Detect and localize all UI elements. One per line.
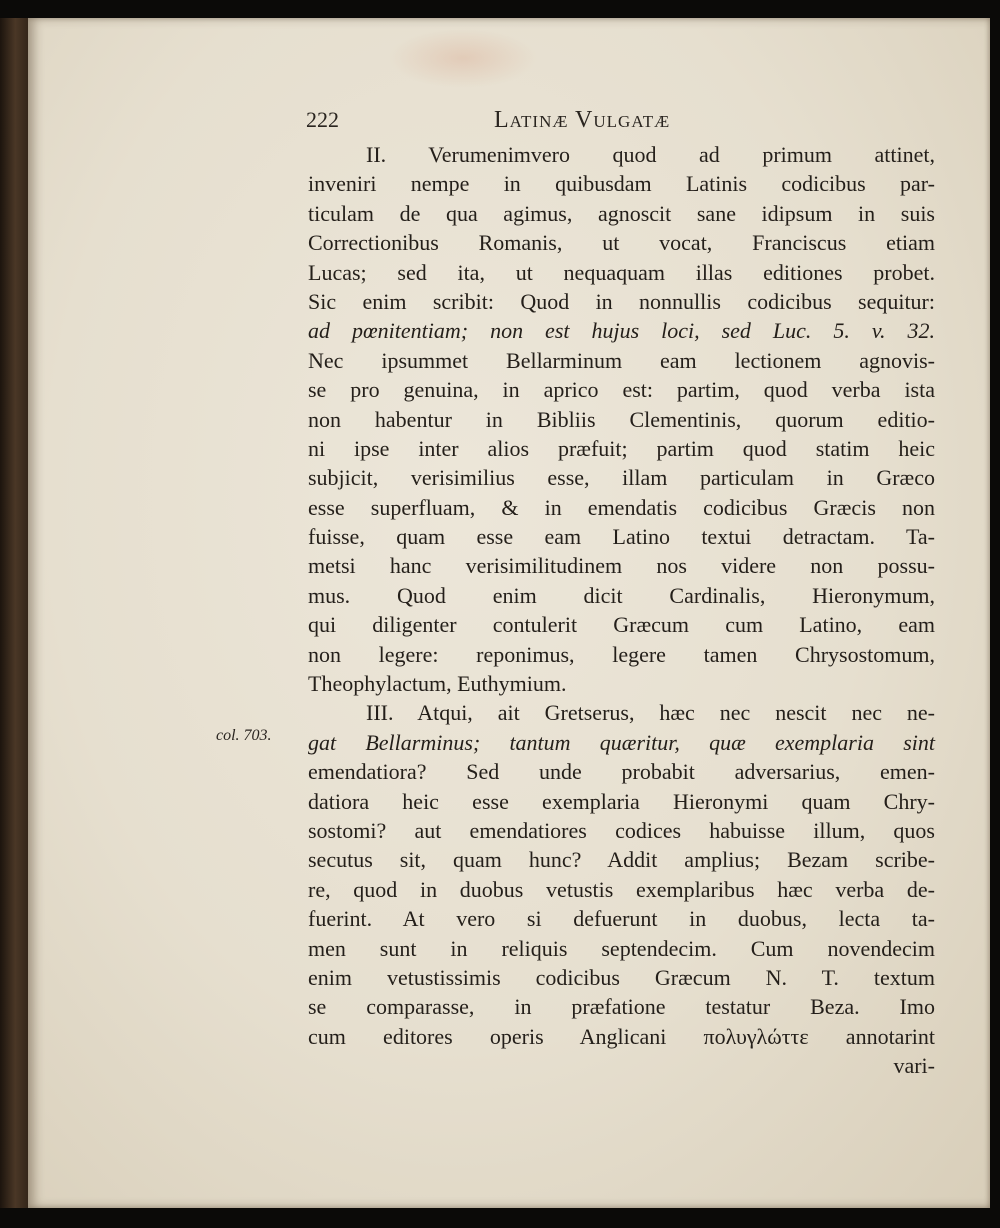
text-line: Sic enim scribit: Quod in nonnullis codicibus sequitur: (308, 288, 935, 314)
text-line: emendatiora? Sed unde probabit adversarius, emen- (308, 759, 935, 785)
body-text (308, 140, 935, 1081)
text-line: inveniri nempe in quibusdam Latinis codicibus par- (308, 171, 935, 197)
text-line: non habentur in Bibliis Clementinis, quorum editio- (308, 406, 935, 432)
text-line: esse superfluam, & in emendatis codicibus Græcis non (308, 494, 935, 520)
text-line: secutus sit, quam hunc? Addit amplius; Bezam scribe- (308, 847, 935, 873)
text-line: subjicit, verisimilius esse, illam particulam in Græco (308, 465, 935, 491)
running-title: Latinæ Vulgatæ (494, 107, 671, 133)
text-line: qui diligenter contulerit Græcum cum Latino, eam (308, 612, 935, 638)
text-line: ad pœnitentiam; non est hujus loci, sed Luc. 5. v. 32. (308, 318, 935, 344)
text-line: cum editores operis Anglicani πολυγλώττε annotarint (308, 1023, 935, 1049)
text-line: Lucas; sed ita, ut nequaquam illas editiones probet. (308, 259, 935, 285)
text-line: ticulam de qua agimus, agnoscit sane idipsum in suis (308, 200, 935, 226)
text-line: fuisse, quam esse eam Latino textui detractam. Ta- (308, 524, 935, 550)
text-line: gat Bellarminus; tantum quæritur, quæ exemplaria sint (308, 729, 935, 755)
paper-stain (388, 28, 538, 88)
margin-note: col. 703. (216, 727, 272, 744)
text-line: datiora heic esse exemplaria Hieronymi quam Chry- (308, 788, 935, 814)
text-line: re, quod in duobus vetustis exemplaribus hæc verba de- (308, 876, 935, 902)
text-line: fuerint. At vero si defuerunt in duobus, lecta ta- (308, 906, 935, 932)
text-line: mus. Quod enim dicit Cardinalis, Hieronymum, (308, 582, 935, 608)
text-line: ni ipse inter alios præfuit; partim quod statim heic (308, 435, 935, 461)
text-line: enim vetustissimis codicibus Græcum N. T. textum (308, 964, 935, 990)
text-line: sostomi? aut emendatiores codices habuisse illum, quos (308, 817, 935, 843)
text-line: metsi hanc verisimilitudinem nos videre non possu- (308, 553, 935, 579)
catchword: vari- (893, 1053, 935, 1079)
text-line: III. Atqui, ait Gretserus, hæc nec nescit nec ne- (366, 700, 935, 726)
text-line: men sunt in reliquis septendecim. Cum novendecim (308, 935, 935, 961)
text-line: Nec ipsummet Bellarminum eam lectionem agnovis- (308, 347, 935, 373)
text-line: Theophylactum, Euthymium. (308, 671, 567, 697)
text-line: II. Verumenimvero quod ad primum attinet, (366, 142, 935, 167)
page-number: 222 (306, 107, 339, 132)
text-line: se comparasse, in præfatione testatur Beza. Imo (308, 994, 935, 1020)
text-line: se pro genuina, in aprico est: partim, quod verba ista (308, 377, 935, 403)
text-line: non legere: reponimus, legere tamen Chrysostomum, (308, 641, 935, 667)
text-line: Correctionibus Romanis, ut vocat, Franciscus etiam (308, 230, 935, 256)
